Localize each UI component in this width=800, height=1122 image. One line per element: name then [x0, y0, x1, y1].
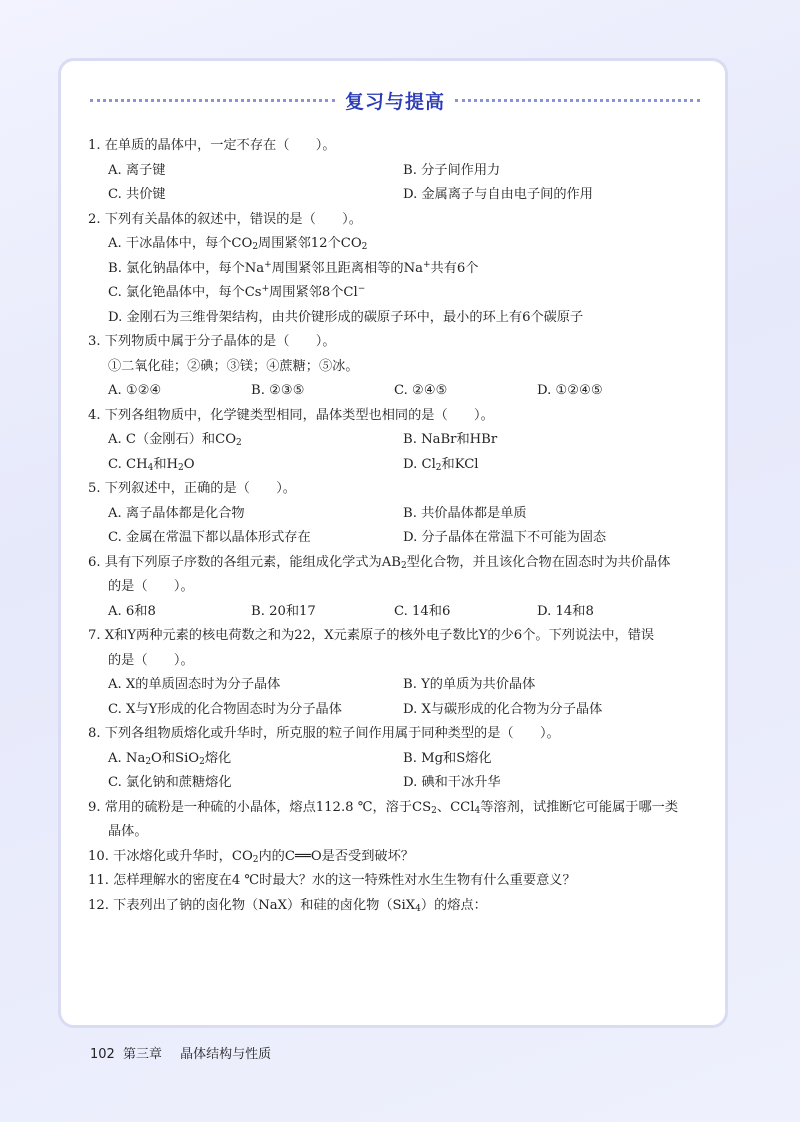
question-5-option-b: B. 共价晶体都是单质 [403, 505, 527, 521]
question-1-option-d: D. 金属离子与自由电子间的作用 [403, 187, 593, 202]
question-7-stem: 7. X和Y两种元素的核电荷数之和为22，X元素原子的核外电子数比Y的少6个。下列说法中，错误 [88, 628, 655, 643]
page-number: 102 [90, 1047, 115, 1062]
question-7-option-c: C. X与Y形成的化合物固态时为分子晶体 [108, 701, 342, 717]
question-6-option-a: A. 6和8 [108, 603, 156, 619]
question-8-stem: 8. 下列各组物质熔化或升华时，所克服的粒子间作用属于同种类型的是（ ）。 [88, 726, 560, 741]
question-3-option-c: C. ②④⑤ [394, 383, 448, 398]
question-9-stem-cont: 晶体。 [108, 824, 148, 839]
question-4-options-row2 [88, 453, 708, 478]
question-7-options-row2 [88, 698, 708, 723]
question-8-option-b: B. Mg和S熔化 [403, 750, 492, 766]
question-6-stem-cont: 的是（ ）。 [108, 579, 194, 594]
question-8-option-c: C. 氯化钠和蔗糖熔化 [108, 775, 232, 790]
question-2-option-c: C. 氯化铯晶体中，每个Cs+周围紧邻8个Cl− [108, 284, 366, 300]
question-5-option-d: D. 分子晶体在常温下不可能为固态 [403, 530, 607, 545]
question-8-option-d: D. 碘和干冰升华 [403, 775, 501, 790]
question-7-options-row1 [88, 673, 708, 698]
question-list [88, 134, 708, 918]
question-8-options-row1 [88, 747, 708, 772]
question-3-substance-list: ①二氧化硅；②碘；③镁；④蔗糖；⑤冰。 [108, 358, 359, 374]
question-12: 12. 下表列出了钠的卤化物（NaX）和硅的卤化物（SiX$_4$）的熔点： [88, 897, 487, 914]
question-4-option-d: D. $Cl_2$和KCl [403, 456, 479, 473]
question-11: 11. 怎样理解水的密度在4 ℃时最大？水的这一特殊性对水生生物有什么重要意义？ [88, 873, 576, 888]
question-1-option-b: B. 分子间作用力 [403, 162, 501, 178]
question-7-option-a: A. X的单质固态时为分子晶体 [108, 677, 281, 692]
question-3-option-b: B. ②③⑤ [251, 383, 305, 398]
section-heading [90, 86, 700, 114]
page-footer [90, 1043, 271, 1062]
chapter-title: 晶体结构与性质 [180, 1047, 272, 1062]
question-1-options-row1 [88, 159, 708, 184]
question-2-stem: 2. 下列有关晶体的叙述中，错误的是（ ）。 [88, 211, 362, 227]
question-4-option-b: B. NaBr和HBr [403, 432, 498, 447]
dotted-rule-right [455, 99, 700, 102]
question-4-stem: 4. 下列各组物质中，化学键类型相同，晶体类型也相同的是（ ）。 [88, 407, 494, 423]
question-3-option-a: A. ①②④ [108, 383, 162, 398]
question-5-stem: 5. 下列叙述中，正确的是（ ）。 [88, 481, 296, 496]
question-5-option-a: A. 离子晶体都是化合物 [108, 505, 245, 521]
question-8-options-row2 [88, 771, 708, 796]
question-6-options [88, 600, 708, 625]
question-1-option-a: A. 离子键 [108, 162, 166, 178]
question-6-stem: 6. 具有下列原子序数的各组元素，能组成化学式为$AB_2$型化合物，并且该化合物在固态时为共价晶体 [88, 554, 671, 571]
question-10: 10. 干冰熔化或升华时，$CO_2$内的C══O是否受到破坏？ [88, 848, 414, 865]
section-title: 复习与提高 [345, 90, 446, 113]
question-3-option-d: D. ①②④⑤ [537, 383, 603, 398]
question-8-option-a: A. $Na_2O$和SiO$_2$熔化 [108, 750, 232, 767]
question-6-option-d: D. 14和8 [537, 603, 594, 619]
question-7-stem-cont: 的是（ ）。 [108, 652, 194, 668]
question-2-option-d: D. 金刚石为三维骨架结构，由共价键形成的碳原子环中，最小的环上有6个碳原子 [108, 309, 584, 325]
question-3-options [88, 379, 708, 404]
chapter-label: 第三章 [122, 1047, 162, 1062]
question-5-options-row1 [88, 502, 708, 527]
question-2-option-a: A. 干冰晶体中，每个$CO_2$周围紧邻12个$CO_2$ [108, 236, 368, 252]
question-9-stem: 9. 常用的硫粉是一种硫的小晶体，熔点112.8 ℃，溶于$CS_2$、CCl$_4$等溶剂，试推断它可能属于哪一类 [88, 799, 679, 816]
question-7-option-d: D. X与碳形成的化合物为分子晶体 [403, 701, 603, 717]
question-2-option-b: B. 氯化钠晶体中，每个Na+周围紧邻且距离相等的Na+共有6个 [108, 259, 479, 276]
dotted-rule-left [90, 99, 335, 102]
question-5-options-row2 [88, 526, 708, 551]
question-4-options-row1 [88, 428, 708, 453]
question-6-option-c: C. 14和6 [394, 603, 451, 619]
question-1-stem: 1. 在单质的晶体中，一定不存在（ ）。 [88, 138, 336, 153]
question-1-options-row2 [88, 183, 708, 208]
question-3-stem: 3. 下列物质中属于分子晶体的是（ ）。 [88, 334, 336, 349]
question-5-option-c: C. 金属在常温下都以晶体形式存在 [108, 530, 311, 545]
question-1-option-c: C. 共价键 [108, 187, 166, 202]
question-4-option-c: C. $CH_4$和$H_2O$ [108, 456, 195, 473]
question-6-option-b: B. 20和17 [251, 603, 316, 619]
question-7-option-b: B. Y的单质为共价晶体 [403, 677, 536, 692]
question-4-option-a: A. C（金刚石）和$CO_2$ [108, 432, 242, 448]
